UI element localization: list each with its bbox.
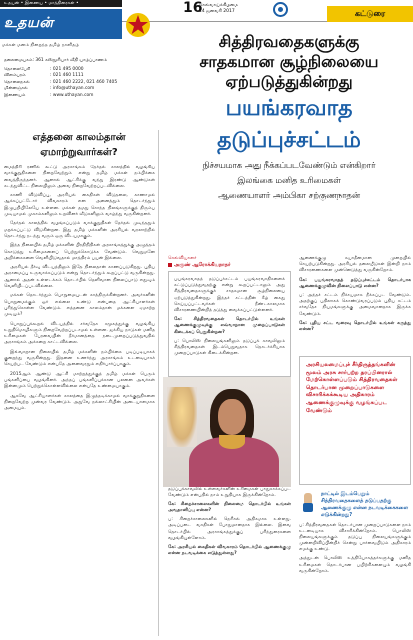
subheadline: ஆணையாளர் அம்பிகா சற்குணநாதன் (218, 190, 360, 200)
page-date (199, 3, 238, 14)
masthead-tagline: மக்கள் மனம் நிறைந்த தமிழ் நாளிதழ் (2, 43, 79, 48)
masthead-title: உதயன் (4, 15, 54, 31)
star-logo-icon (124, 11, 152, 39)
question-paragraph: கே: புதிய சட்ட வரைவு தொடர்பில் உங்கள் கருத்து என்ன? (299, 320, 411, 333)
answer-paragraph: ப: அந்தச் சட்டம் நிச்சயமாக நீக்கப்பட வேண்டும். அதற்குப் பதிலாகக் கொண்டுவரப்படும் புதிய சட்டம் சர்வதேச நியமங்களுக்கு அமைவானதாக இருக்க வேண்டும். (299, 293, 411, 317)
headline-big: பயங்கரவாத (225, 96, 353, 121)
editorial-paragraph: காணி விடுவிப்பு, அரசியல் கைதிகள் விடுதலை, காணாமல் ஆக்கப்பட்டோர் விவகாரம் என அனைத்தும் தொடர்ந்தும் இழுபறியிலேயே உள்ளன. மக்கள் தமது சொந்த நிலங்களுக்குத் திரும்ப முடியாமல் முகாம்களிலும் உறவினர் வீடுகளிலும் வாழ்ந்து வருகின்றனர். (4, 193, 155, 218)
byline-author: அருண் ஆரோக்கியநாதர் (174, 262, 231, 268)
photo-face (218, 399, 246, 435)
editorial-heading: எத்தனை காலம்தான் ஏமாற்றுவார்கள்? (32, 132, 126, 158)
editorial-paragraph: மக்கள் தொடர்ந்தும் பொறுமையுடன் காத்திருக்கின்றனர். அவர்களின் பொறுமைக்கும் ஓர் எல்லை உண்டு என்பதை ஆட்சியாளர்கள் புரிந்துகொள்ள வேண்டும். எத்தனை காலம்தான் மக்களை ஏமாற்ற முடியும்? (4, 293, 155, 318)
contact-value: : 021 460 1111 (50, 73, 84, 79)
photo-lamp (167, 387, 197, 447)
editorial-paragraph: பொறுப்புக்கூறல் விடயத்தில் சர்வதேச சமூகத்துக்கு வழங்கிய உறுதிமொழிகளும் நிறைவேற்றப்படாமல் உள்ளன. ஐக்கிய நாடுகள் மனித உரிமைகள் பேரவையின் தீர்மானத்தை நடைமுறைப்படுத்துவதில் அரசாங்கம் அக்கறை காட்டவில்லை. (4, 321, 155, 346)
interviewee-photo (163, 377, 291, 487)
editorial-paragraph: இந்த நிலையில் தமிழ் மக்களின் பிரதிநிதிகள் அரசாங்கத்துக்கு அழுத்தம் கொடுத்து உரிமைகளைப் பெற்றுக்கொடுக்க வேண்டும். வெறுமனே அறிக்கைகளை வெளியிடுவதால் மாத்திரம் பயன் இல்லை. (4, 243, 155, 261)
strip-tag: உதயன் • இணைய • மாத்திரைகள் • (0, 0, 122, 7)
headline-line: சித்திரவதைகளுக்கு (218, 32, 360, 51)
editorial-paragraph: இவ்வாறான நிலையில் தமிழ் மக்களின் நம்பிக்கை படிப்படியாகக் குறைந்து வருகின்றது. இதனை உணர்ந்து அரசாங்கம் உடனடியாகச் செயற்பட வேண்டும் என்பதே அனைவரதும் எதிர்பார்ப்பாகும். (4, 349, 155, 368)
interview-column-bottom-right (299, 491, 411, 636)
question-paragraph: கே: பயங்கரவாதத் தடுப்புச்சட்டம் தொடர்பாக ஆணைக்குழுவின் நிலைப்பாடு என்ன? (299, 277, 411, 289)
contact-value: : 021 495 0000 (50, 66, 84, 72)
question-paragraph: கே: அரசியல் கைதிகள் விவகாரம் தொடர்பில் ஆணைக்குழு என்ன நடவடிக்கை எடுத்துள்ளது? (168, 544, 291, 556)
page-number: 16 (183, 0, 203, 16)
headline-line: சாதகமான சூழ்நிலையை (199, 52, 379, 71)
intro-paragraph: பயங்கரவாதத் தடுப்புச்சட்டம் பயங்கரவாதிகளைக் கட்டுப்படுத்துவதற்கு என்று கூறப்பட்டாலும் அது சித்திரவதைகளுக்குச் சாதகமான சூழ்நிலையை ஏற்படுத்துகின்றது. இந்தச் சட்டத்தின் கீழ் கைது செய்யப்பட்டவர்கள் நீண்டகாலமாக விசாரணையின்றித் தடுத்து வைக்கப்பட்டுள்ளனர். (174, 277, 285, 314)
contact-row (4, 93, 154, 100)
subheadline: இலங்கை மனித உரிமைகள் (237, 175, 341, 185)
editorial-paragraph: தேர்தல் காலத்தில் வழங்கப்படும் வாக்குறுதிகள் தேர்தல் முடிந்ததும் மறக்கப்பட்டு விடுகின்றன. இது தமிழ் மக்களின் அரசியல் வரலாற்றில் தொடர்ந்து நடந்து வரும் ஒரு விடயமாகும். (4, 221, 155, 239)
byline-name (168, 262, 258, 269)
pull-quote-box (299, 356, 411, 485)
contact-label: தொலைபேசி (4, 66, 31, 72)
sun-logo-icon (273, 2, 288, 17)
section-tag: கட்டுரை (327, 6, 413, 22)
photo-scarf (219, 435, 245, 449)
answer-paragraph: ப: பொலிஸ் நிலையங்களிலும் தடுப்புக் காவலிலும் சித்திரவதைகள் இடம்பெறுவதாக தொடர்ச்சியாக முறைப்பாடுகள் கிடைக்கின்றன. (174, 338, 285, 357)
answer-paragraph: ப: சிறைச்சாலைகளில் நெரிசல் அதிகமாக உள்ளது. அடிப்படை வசதிகள் போதுமானதாக இல்லை. இவை தொடர்பில் அரசாங்கத்துக்குப் பரிந்துரைகளை வழங்கியுள்ளோம். (168, 517, 291, 541)
question-quote: நாட்டில் இடம்பெறும் சித்திரவதைகளைத் தடுப்பதற்கு ஆணைக்குழு என்ன நடவடிக்கைகளை எடுக்கின்றது? (321, 491, 408, 518)
contact-label: தொலைநகல் (4, 79, 30, 85)
question-paragraph: கே: சிறைச்சாலைகளின் நிலைமை தொடர்பில் உங்கள் அவதானிப்பு என்ன? (168, 502, 291, 514)
contact-row (4, 73, 154, 80)
address-line: தலைமையகம்: 361 கஸ்தூரியார் வீதி யாழ்ப்பாணம் (4, 58, 107, 63)
interview-paragraph: தடுப்புக்காவலில் உள்ளவர்களின் உரிமைகள் பாதுகாக்கப்பட வேண்டும் என்பதில் நாம் உறுதியாக இருக்கின்றோம். (168, 487, 291, 499)
question-paragraph: கே: சித்திரவதைகள் தொடர்பில் உங்கள் ஆணைக்குழுவுக்கு எவ்வாறான முறைப்பாடுகள் கிடைக்கப் பெறுகின்றன? (174, 317, 285, 335)
masthead (0, 9, 153, 58)
masthead-bar (0, 9, 122, 39)
editorial-paragraph: ஆகவே ஆட்சியாளர்கள் காலத்தை இழுத்தடிக்காமல் வாக்குறுதிகளை நிறைவேற்ற முன்வர வேண்டும். அதுவே நல்லாட்சியின் அடையாளமாக அமையும். (4, 393, 155, 412)
interview-column-right (299, 256, 411, 336)
contact-value: : www.uthayan.com (50, 92, 94, 98)
byline-role: செவ்வியாளர் (168, 256, 197, 261)
contact-value: : 021 460 2222, 021 460 7405 (50, 79, 118, 85)
interview-column-bottom-left (168, 487, 291, 636)
pull-quote: அரசியலமைப்புச் சீர்திருத்தங்களின் மூலம் அரசு சார்பற்ற தரப்பினரால் மேற்கொள்ளப்படும் சித்திரவதைகள் தொடர்பான முறைப்பாடுகளை விசாரிக்கக்கூடிய அதிகாரம் ஆணைக்குழுவுக்கு வழங்கப்பட வேண்டும் (306, 362, 398, 414)
intro-box (168, 271, 291, 377)
page-day: செவ்வாய்க்கிழமை (199, 3, 238, 8)
answer-paragraph: அத்துடன் பொலிஸ் உத்தியோகத்தர்களுக்கு மனித உரிமைகள் தொடர்பான பயிற்சிகளையும் வழங்கி வருகின்றோம். (299, 556, 411, 574)
headline-line: ஏற்படுத்துகின்றது (225, 72, 353, 91)
headline-big: தடுப்புச்சட்டம் (217, 128, 361, 153)
contact-label: மின்னஞ்சல் (4, 86, 28, 92)
byline (168, 256, 258, 269)
editorial-column (4, 165, 155, 636)
contact-row (4, 86, 154, 93)
column-divider (158, 130, 159, 636)
contact-value: : info@uthayan.com (50, 86, 95, 92)
contact-label: விளம்பரம் (4, 73, 26, 79)
editorial-paragraph: மைத்திரி ரணில் கூட்டு அரசாங்கம் தேர்தல் காலத்தில் வழங்கிய வாக்குறுதிகளை நிறைவேற்றும் என்று தமிழ் மக்கள் நம்பிக்கை வைத்திருந்தனர். ஆனால் ஆட்சிக்கு வந்து இரண்டு ஆண்டுகள் கடந்துவிட்ட நிலையிலும் அவை நிறைவேற்றப்படவில்லை. (4, 165, 155, 189)
contact-block (4, 58, 154, 100)
contact-label: இணையம் (4, 92, 26, 98)
subheadline: நிச்சயமாக அது நீக்கப்படவேண்டும் என்கிறார் (202, 160, 376, 170)
answer-paragraph: ப: சித்திரவதைகள் தொடர்பான முறைப்பாடுகளை நாம் உடனடியாக விசாரிக்கின்றோம். பொலிஸ் நிலையங்களுக்கும் தடுப்பு நிலையங்களுக்கும் முன்னறிவிப்பின்றிச் சென்று பார்வையிடும் அதிகாரம் எமக்கு உண்டு. (299, 523, 411, 553)
bullet-icon (168, 263, 172, 267)
editorial-paragraph: அரசியல் தீர்வு விடயத்திலும் இதே நிலைதான் காணப்படுகிறது. புதிய அரசமைப்பு உருவாக்கப்படும் என்று தொடர்ந்தும் கூறப்பட்டு வருகின்றது. ஆனால் அதன் உள்ளடக்கம் தொடர்பில் தெளிவான நிலைப்பாடு எதுவும் வெளியிடப்படவில்லை. (4, 265, 155, 290)
interview-paragraph: ஆணைக்குழு சுயாதீனமான முறையில் செயற்படுகின்றது. அரசியல் தலையீடுகள் இன்றி நாம் விசாரணைகளை முன்னெடுத்து வருகின்றோம். (299, 256, 411, 274)
hand-icon (299, 491, 317, 513)
editorial-paragraph: 2015ஆம் ஆண்டு ஆட்சி மாற்றத்துக்குத் தமிழ் மக்கள் பெரும் பங்களிப்பை வழங்கினர். அந்தப் பங்களிப்புக்கான பலனை அவர்கள் இன்னமும் பெற்றுக்கொள்ளவில்லை என்பதே உண்மையாகும். (4, 371, 155, 390)
page-date-text: 14 ஜனவரி 2017 (199, 8, 235, 14)
article-headline-block (167, 32, 411, 201)
